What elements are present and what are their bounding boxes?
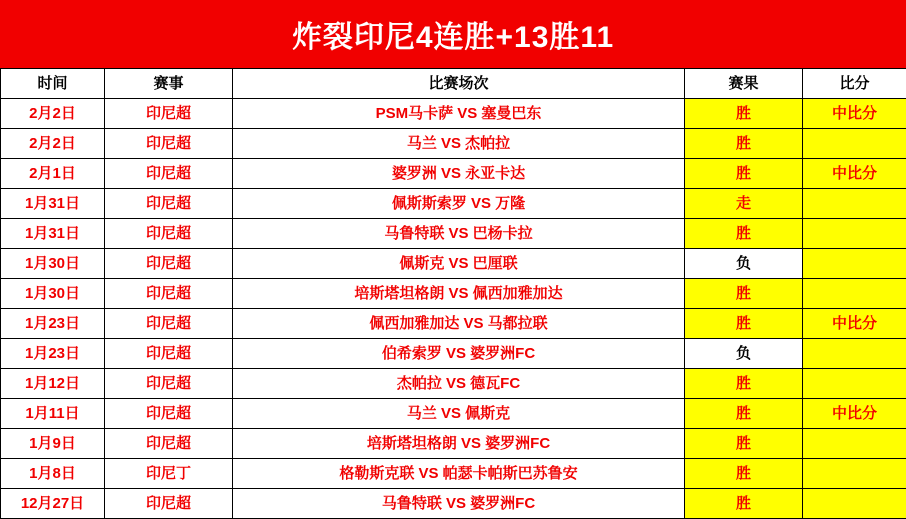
cell-time: 2月1日 xyxy=(1,159,105,189)
cell-result: 负 xyxy=(685,339,803,369)
cell-time: 1月30日 xyxy=(1,249,105,279)
cell-result: 胜 xyxy=(685,159,803,189)
table-body xyxy=(1,99,906,519)
cell-league: 印尼超 xyxy=(105,219,233,249)
table-row xyxy=(1,459,906,489)
cell-time: 1月12日 xyxy=(1,369,105,399)
cell-score xyxy=(803,219,906,249)
table-row xyxy=(1,429,906,459)
header-match: 比赛场次 xyxy=(233,69,685,99)
cell-result: 胜 xyxy=(685,369,803,399)
banner-title: 炸裂印尼4连胜+13胜11 xyxy=(0,0,906,68)
cell-match: 杰帕拉 VS 德瓦FC xyxy=(233,369,685,399)
cell-score xyxy=(803,189,906,219)
cell-score xyxy=(803,129,906,159)
table-row xyxy=(1,489,906,519)
cell-match: 马鲁特联 VS 巴杨卡拉 xyxy=(233,219,685,249)
table-row xyxy=(1,279,906,309)
cell-league: 印尼超 xyxy=(105,309,233,339)
table-row xyxy=(1,399,906,429)
cell-time: 2月2日 xyxy=(1,99,105,129)
cell-result: 胜 xyxy=(685,489,803,519)
cell-time: 12月27日 xyxy=(1,489,105,519)
cell-result: 胜 xyxy=(685,99,803,129)
table-row xyxy=(1,99,906,129)
cell-time: 1月11日 xyxy=(1,399,105,429)
cell-league: 印尼超 xyxy=(105,159,233,189)
cell-league: 印尼超 xyxy=(105,129,233,159)
table-row xyxy=(1,309,906,339)
table-row xyxy=(1,129,906,159)
cell-time: 1月23日 xyxy=(1,309,105,339)
cell-time: 1月9日 xyxy=(1,429,105,459)
table-header xyxy=(1,69,906,99)
cell-match: 佩西加雅加达 VS 马都拉联 xyxy=(233,309,685,339)
cell-league: 印尼超 xyxy=(105,339,233,369)
cell-result: 胜 xyxy=(685,129,803,159)
cell-score xyxy=(803,279,906,309)
header-time: 时间 xyxy=(1,69,105,99)
cell-result: 负 xyxy=(685,249,803,279)
table-row xyxy=(1,159,906,189)
cell-result: 胜 xyxy=(685,399,803,429)
cell-match: 格勒斯克联 VS 帕瑟卡帕斯巴苏鲁安 xyxy=(233,459,685,489)
cell-league: 印尼超 xyxy=(105,249,233,279)
header-result: 赛果 xyxy=(685,69,803,99)
header-row xyxy=(1,69,906,99)
cell-match: 马鲁特联 VS 婆罗洲FC xyxy=(233,489,685,519)
cell-score xyxy=(803,429,906,459)
cell-result: 胜 xyxy=(685,219,803,249)
cell-league: 印尼超 xyxy=(105,279,233,309)
cell-league: 印尼超 xyxy=(105,189,233,219)
cell-league: 印尼超 xyxy=(105,489,233,519)
cell-time: 1月23日 xyxy=(1,339,105,369)
cell-time: 1月30日 xyxy=(1,279,105,309)
cell-league: 印尼超 xyxy=(105,429,233,459)
table-row xyxy=(1,339,906,369)
cell-league: 印尼丁 xyxy=(105,459,233,489)
cell-time: 1月8日 xyxy=(1,459,105,489)
cell-match: 马兰 VS 佩斯克 xyxy=(233,399,685,429)
cell-match: 佩斯克 VS 巴厘联 xyxy=(233,249,685,279)
cell-time: 1月31日 xyxy=(1,189,105,219)
table-row xyxy=(1,189,906,219)
cell-result: 走 xyxy=(685,189,803,219)
cell-score xyxy=(803,459,906,489)
cell-score: 中比分 xyxy=(803,159,906,189)
cell-match: 马兰 VS 杰帕拉 xyxy=(233,129,685,159)
table-row xyxy=(1,369,906,399)
header-league: 赛事 xyxy=(105,69,233,99)
cell-score xyxy=(803,369,906,399)
cell-league: 印尼超 xyxy=(105,99,233,129)
cell-match: 婆罗洲 VS 永亚卡达 xyxy=(233,159,685,189)
cell-result: 胜 xyxy=(685,429,803,459)
fixtures-table xyxy=(0,68,906,519)
cell-result: 胜 xyxy=(685,279,803,309)
cell-score: 中比分 xyxy=(803,99,906,129)
header-score: 比分 xyxy=(803,69,906,99)
cell-result: 胜 xyxy=(685,309,803,339)
table-row xyxy=(1,219,906,249)
cell-match: 培斯塔坦格朗 VS 婆罗洲FC xyxy=(233,429,685,459)
cell-score: 中比分 xyxy=(803,399,906,429)
cell-match: 佩斯斯索罗 VS 万隆 xyxy=(233,189,685,219)
cell-match: 伯希索罗 VS 婆罗洲FC xyxy=(233,339,685,369)
cell-result: 胜 xyxy=(685,459,803,489)
cell-match: 培斯塔坦格朗 VS 佩西加雅加达 xyxy=(233,279,685,309)
cell-score: 中比分 xyxy=(803,309,906,339)
cell-time: 2月2日 xyxy=(1,129,105,159)
cell-time: 1月31日 xyxy=(1,219,105,249)
cell-league: 印尼超 xyxy=(105,399,233,429)
cell-score xyxy=(803,339,906,369)
cell-league: 印尼超 xyxy=(105,369,233,399)
cell-match: PSM马卡萨 VS 塞曼巴东 xyxy=(233,99,685,129)
cell-score xyxy=(803,249,906,279)
cell-score xyxy=(803,489,906,519)
table-row xyxy=(1,249,906,279)
